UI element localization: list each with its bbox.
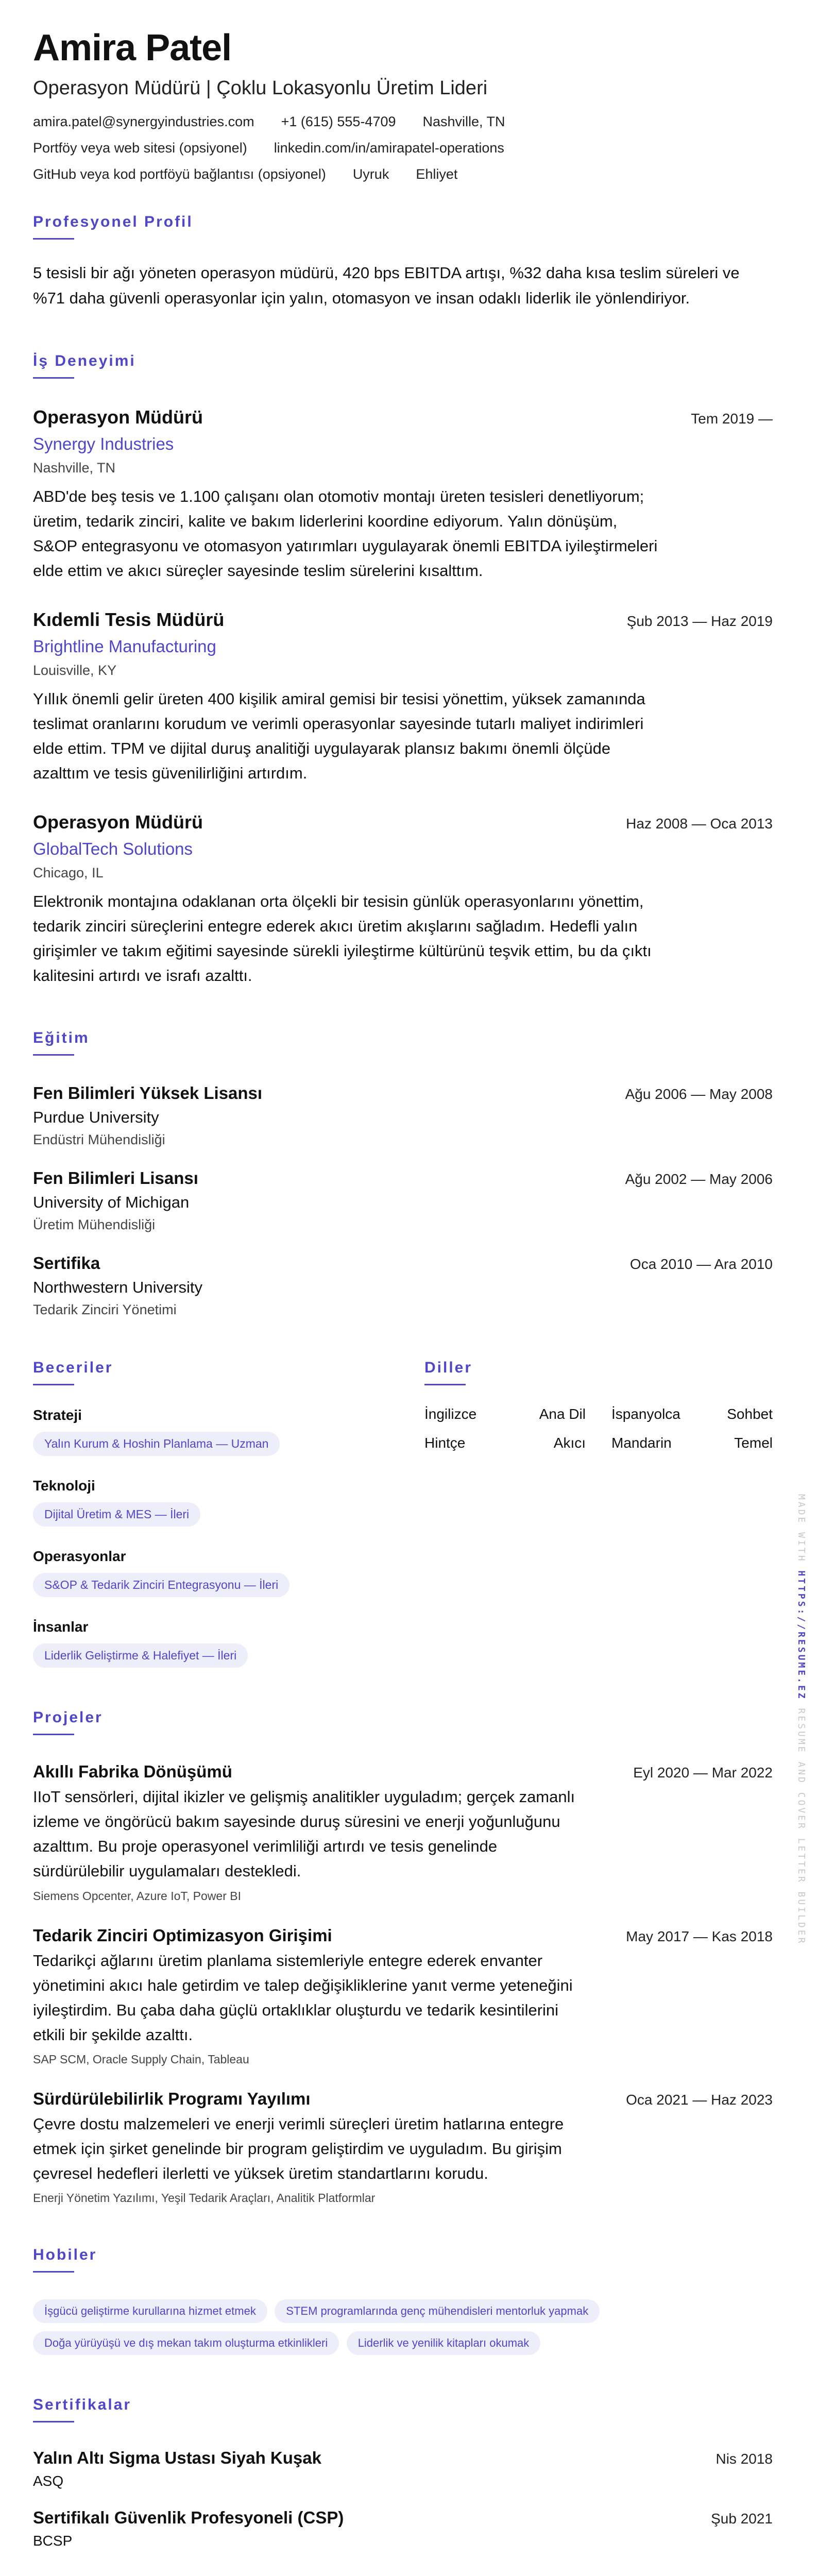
job-date: Haz 2008 — Oca 2013 [626, 816, 773, 832]
resume-page [33, 29, 773, 2549]
project-entry [33, 1926, 773, 2066]
skill-pill: Yalın Kurum & Hoshin Planlama — Uzman [33, 1432, 280, 1456]
skills-section [33, 1359, 424, 1668]
projects-section [33, 1709, 773, 2205]
language-name: Hintçe [424, 1435, 466, 1451]
certification-date: Nis 2018 [715, 2450, 773, 2467]
job-entry [33, 811, 773, 988]
section-title-profile: Profesyonel Profil [33, 213, 193, 230]
job-entry [33, 406, 773, 583]
project-description: IIoT sensörleri, dijital ikizler ve gelişmiş analitikler uyguladım; gerçek zamanlı izleme ve öngörücü bakım sayesinde duruş süresini ve enerji yoğunluğunu azalttım. Bu proje operasyonel verimliliği artırdı ve tesis genelinde sürdürülebilir uygulamaları destekledi. [33, 1788, 575, 1880]
job-location: Nashville, TN [33, 460, 116, 476]
section-divider [33, 377, 74, 379]
experience-section [33, 352, 773, 989]
section-title-experience: İş Deneyimi [33, 352, 136, 369]
section-divider [33, 238, 74, 240]
skill-group [33, 1407, 424, 1456]
language-level: Akıcı [553, 1435, 586, 1451]
education-degree: Fen Bilimleri Lisansı [33, 1168, 198, 1188]
education-degree: Fen Bilimleri Yüksek Lisansı [33, 1083, 263, 1103]
project-date: Oca 2021 — Haz 2023 [626, 2091, 773, 2108]
education-degree: Sertifika [33, 1253, 100, 1273]
contact-license: Ehliyet [416, 166, 458, 182]
profile-section [33, 213, 773, 311]
job-description: ABD'de beş tesis ve 1.100 çalışanı olan otomotiv montajı üreten tesisleri denetliyorum; üretim, tedarik zinciri, kalite ve bakım liderlerini koordine ediyorum. Yalın dönüşüm, S&OP entegrasyonu ve otomasyon yatırımları uygulayarak önemli EBITDA iyileştirmeleri elde ettim ve akıcı süreçler sayesinde teslim sürelerini kısalttım. [33, 487, 658, 580]
hobby-list [33, 2291, 773, 2355]
skill-category: Teknoloji [33, 1478, 95, 1494]
education-entry [33, 1253, 773, 1318]
contact-website: Portföy veya web sitesi (opsiyonel) [33, 140, 247, 156]
project-description: Çevre dostu malzemeleri ve enerji verimli süreçleri üretim hatlarına entegre etmek için şirket genelinde bir program geliştirdim ve uyguladım. Bu girişim çevresel hedefleri ilerletti ve yüksek üretim standartlarını korudu. [33, 2114, 564, 2182]
project-title: Sürdürülebilirlik Programı Yayılımı [33, 2089, 311, 2108]
skill-category: İnsanlar [33, 1619, 89, 1635]
education-date: Ağu 2002 — May 2006 [625, 1171, 773, 1188]
job-company: Brightline Manufacturing [33, 636, 216, 656]
contact-info [33, 114, 773, 182]
hobby-pill: STEM programlarında genç mühendisleri mentorluk yapmak [275, 2299, 600, 2323]
language-item [611, 1406, 773, 1422]
education-field: Üretim Mühendisliği [33, 1217, 156, 1233]
education-school: Northwestern University [33, 1278, 203, 1297]
hobbies-section [33, 2246, 773, 2355]
project-entry [33, 2089, 773, 2205]
certification-name: Yalın Altı Sigma Ustası Siyah Kuşak [33, 2448, 321, 2467]
certifications-section [33, 2396, 773, 2549]
education-field: Tedarik Zinciri Yönetimi [33, 1302, 177, 1318]
hobby-pill: Doğa yürüyüşü ve dış mekan takım oluşturma etkinlikleri [33, 2331, 339, 2355]
language-level: Temel [734, 1435, 773, 1451]
contact-email[interactable]: amira.patel@synergyindustries.com [33, 113, 254, 129]
skill-group [33, 1478, 424, 1527]
builder-watermark [796, 1494, 807, 1945]
skill-pill: Dijital Üretim & MES — İleri [33, 1502, 200, 1527]
certification-name: Sertifikalı Güvenlik Profesyoneli (CSP) [33, 2507, 344, 2527]
contact-location: Nashville, TN [422, 113, 505, 129]
skill-category: Operasyonlar [33, 1548, 126, 1565]
hobby-pill: İşgücü geliştirme kurullarına hizmet etmek [33, 2299, 267, 2323]
section-title-education: Eğitim [33, 1029, 90, 1047]
job-title: Operasyon Müdürü [33, 811, 203, 833]
language-list [424, 1406, 773, 1451]
hobby-pill: Liderlik ve yenilik kitapları okumak [347, 2331, 541, 2355]
contact-nationality: Uyruk [352, 166, 389, 182]
job-title: Kıdemli Tesis Müdürü [33, 608, 225, 630]
section-divider [33, 1384, 74, 1385]
language-name: İspanyolca [611, 1406, 680, 1422]
education-date: Ağu 2006 — May 2008 [625, 1086, 773, 1103]
job-location: Chicago, IL [33, 865, 104, 881]
education-entry [33, 1168, 773, 1233]
certification-date: Şub 2021 [711, 2510, 773, 2527]
education-field: Endüstri Mühendisliği [33, 1132, 165, 1148]
section-divider [33, 1054, 74, 1056]
language-name: İngilizce [424, 1406, 477, 1422]
education-section [33, 1029, 773, 1318]
candidate-name: Amira Patel [33, 27, 232, 69]
certification-entry [33, 2448, 773, 2489]
languages-section [424, 1359, 773, 1668]
certification-issuer: BCSP [33, 2532, 73, 2549]
skill-pill: Liderlik Geliştirme & Halefiyet — İleri [33, 1643, 248, 1668]
profile-summary: 5 tesisli bir ağı yöneten operasyon müdürü, 420 bps EBITDA artışı, %32 daha kısa teslim süreleri ve %71 daha güvenli operasyonlar için yalın, otomasyon ve insan odaklı liderlik ile yönlendiriyor. [33, 263, 740, 308]
job-date: Şub 2013 — Haz 2019 [626, 613, 773, 629]
section-divider [33, 2271, 74, 2273]
contact-linkedin[interactable]: linkedin.com/in/amirapatel-operations [274, 140, 504, 156]
skill-group [33, 1548, 424, 1597]
watermark-suffix: RESUME AND COVER LETTER BUILDER [796, 1708, 807, 1945]
language-item [424, 1406, 586, 1422]
watermark-prefix: MADE WITH [796, 1494, 807, 1563]
education-school: University of Michigan [33, 1193, 190, 1212]
contact-github: GitHub veya kod portföyü bağlantısı (opsiyonel) [33, 166, 326, 182]
section-title-hobbies: Hobiler [33, 2246, 97, 2263]
project-date: Eyl 2020 — Mar 2022 [633, 1765, 773, 1781]
project-date: May 2017 — Kas 2018 [626, 1928, 773, 1944]
resume-header [33, 29, 773, 182]
education-entry [33, 1083, 773, 1148]
language-item [611, 1435, 773, 1451]
section-title-certifications: Sertifikalar [33, 2396, 132, 2413]
job-title: Operasyon Müdürü [33, 406, 203, 428]
education-school: Purdue University [33, 1108, 159, 1127]
certification-issuer: ASQ [33, 2472, 64, 2489]
skill-category: Strateji [33, 1407, 82, 1423]
section-divider [424, 1384, 466, 1385]
section-divider [33, 2421, 74, 2422]
section-title-languages: Diller [424, 1359, 473, 1377]
project-description: Tedarikçi ağlarını üretim planlama sistemleriyle entegre ederek envanter yönetimini akıcı hale getirdim ve talep değişikliklerine yanıt verme yeteneğini iyileştirdim. Bu çaba daha güçlü ortaklıklar oluşturdu ve tedarik kesintilerini etkili bir şekilde azalttı. [33, 1951, 573, 2044]
candidate-subtitle: Operasyon Müdürü | Çoklu Lokasyonlu Üretim Lideri [33, 77, 488, 99]
language-level: Ana Dil [539, 1406, 586, 1422]
project-title: Tedarik Zinciri Optimizasyon Girişimi [33, 1925, 332, 1945]
section-title-projects: Projeler [33, 1709, 103, 1726]
skills-languages-row [33, 1359, 773, 1668]
contact-phone[interactable]: +1 (615) 555-4709 [281, 113, 396, 129]
language-item [424, 1435, 586, 1451]
watermark-link[interactable]: HTTPS://RESUME.EZ [796, 1570, 807, 1701]
job-entry [33, 609, 773, 786]
section-title-skills: Beceriler [33, 1359, 113, 1377]
job-company: GlobalTech Solutions [33, 839, 193, 859]
job-description: Elektronik montajına odaklanan orta ölçekli bir tesisin günlük operasyonlarını yönettim, tedarik zinciri süreçlerini entegre ederek akıcı üretim akışlarını sağladım. Hedefli yalın girişimler ve takım eğitimi sayesinde sürekli iyileştirme kültürünü teşvik ettim, bu da çıktı kalitesini artırdı ve israfı azalttı. [33, 892, 652, 985]
project-technologies: Siemens Opcenter, Azure IoT, Power BI [33, 1889, 241, 1903]
language-name: Mandarin [611, 1435, 672, 1451]
certification-entry [33, 2508, 773, 2549]
job-company: Synergy Industries [33, 434, 174, 453]
section-divider [33, 1734, 74, 1735]
project-technologies: SAP SCM, Oracle Supply Chain, Tableau [33, 2052, 249, 2066]
project-title: Akıllı Fabrika Dönüşümü [33, 1762, 232, 1782]
education-date: Oca 2010 — Ara 2010 [629, 1256, 773, 1273]
project-technologies: Enerji Yönetim Yazılımı, Yeşil Tedarik Araçları, Analitik Platformlar [33, 2191, 376, 2205]
job-description: Yıllık önemli gelir üreten 400 kişilik amiral gemisi bir tesisi yönettim, yüksek zamanında teslimat oranlarını korudum ve verimli operasyonlar sayesinde tutarlı maliyet indirimleri elde ettim. TPM ve dijital duruş analitiği uygulayarak plansız bakımı önemli ölçüde azalttım ve tesis güvenilirliğini artırdım. [33, 689, 645, 783]
job-location: Louisville, KY [33, 662, 117, 678]
language-level: Sohbet [727, 1406, 773, 1422]
job-date: Tem 2019 — [691, 410, 773, 427]
skill-pill: S&OP & Tedarik Zinciri Entegrasyonu — İleri [33, 1573, 289, 1597]
skill-group [33, 1619, 424, 1668]
project-entry [33, 1762, 773, 1903]
